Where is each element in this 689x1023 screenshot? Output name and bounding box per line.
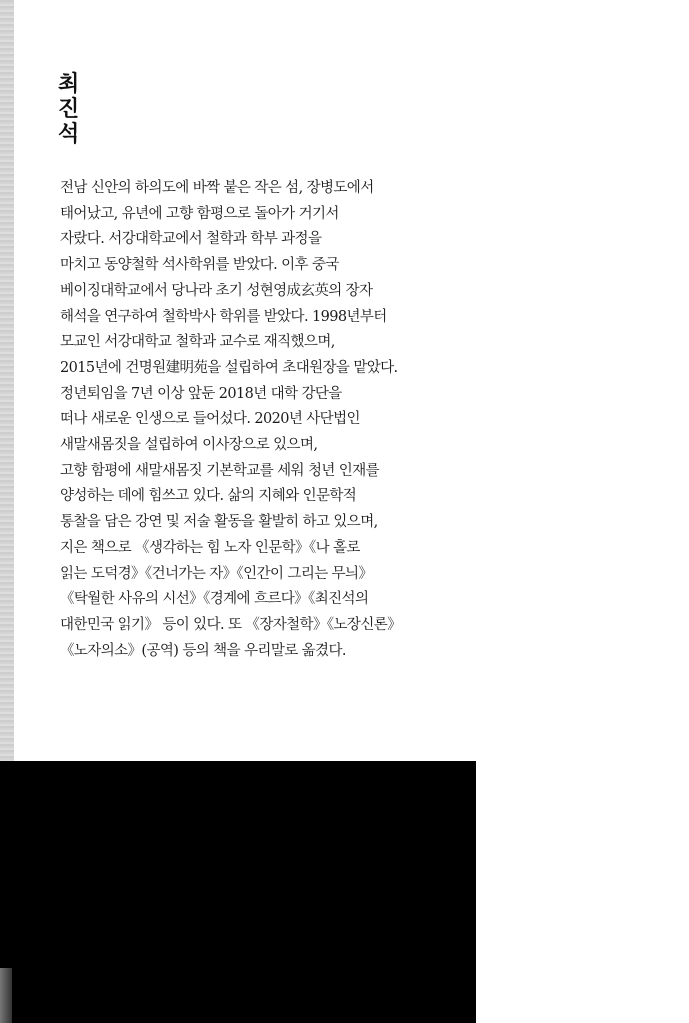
author-name-char: 석 — [58, 122, 80, 147]
author-name-char: 진 — [58, 97, 80, 122]
bio-line: 지은 책으로 《생각하는 힘 노자 인문학》《나 홀로 — [60, 539, 360, 556]
author-photo — [0, 761, 476, 1023]
bio-line: 대한민국 읽기》 등이 있다. 또 《장자철학》《노장신론》 — [60, 616, 402, 633]
bio-line: 마치고 동양철학 석사학위를 받았다. 이후 중국 — [60, 257, 339, 274]
bio-line: 해석을 연구하여 철학박사 학위를 받았다. 1998년부터 — [60, 308, 387, 325]
bio-line: 태어났고, 유년에 고향 함평으로 돌아가 거기서 — [60, 205, 339, 222]
bio-line: 2015년에 건명원建明苑을 설립하여 초대원장을 맡았다. — [60, 359, 398, 376]
bio-line: 《탁월한 사유의 시선》《경계에 흐르다》《최진석의 — [60, 591, 369, 608]
author-name — [58, 72, 79, 147]
bio-line: 읽는 도덕경》《건너가는 자》《인간이 그리는 무늬》 — [60, 565, 373, 582]
bio-line: 정년퇴임을 7년 이상 앞둔 2018년 대학 강단을 — [60, 385, 342, 402]
bio-line: 《노자의소》(공역) 등의 책을 우리말로 옮겼다. — [60, 642, 346, 659]
bio-line: 양성하는 데에 힘쓰고 있다. 삶의 지혜와 인문학적 — [60, 488, 357, 505]
author-biography — [60, 176, 440, 664]
bio-line: 모교인 서강대학교 철학과 교수로 재직했으며, — [60, 334, 335, 351]
bio-line: 고향 함평에 새말새몸짓 기본학교를 세워 청년 인재를 — [60, 462, 380, 479]
bio-line: 통찰을 담은 강연 및 저술 활동을 활발히 하고 있으며, — [60, 514, 378, 531]
bio-line: 베이징대학교에서 당나라 초기 성현영成玄英의 장자 — [60, 282, 373, 299]
bio-line: 전남 신안의 하의도에 바짝 붙은 작은 섬, 장병도에서 — [60, 180, 374, 196]
bio-line: 자랐다. 서강대학교에서 철학과 학부 과정을 — [60, 231, 322, 248]
bio-line: 새말새몸짓을 설립하여 이사장으로 있으며, — [60, 437, 318, 454]
photo-shadow-edge — [0, 968, 12, 1023]
bio-line: 떠나 새로운 인생으로 들어섰다. 2020년 사단법인 — [60, 411, 360, 428]
author-name-char: 최 — [58, 72, 80, 97]
